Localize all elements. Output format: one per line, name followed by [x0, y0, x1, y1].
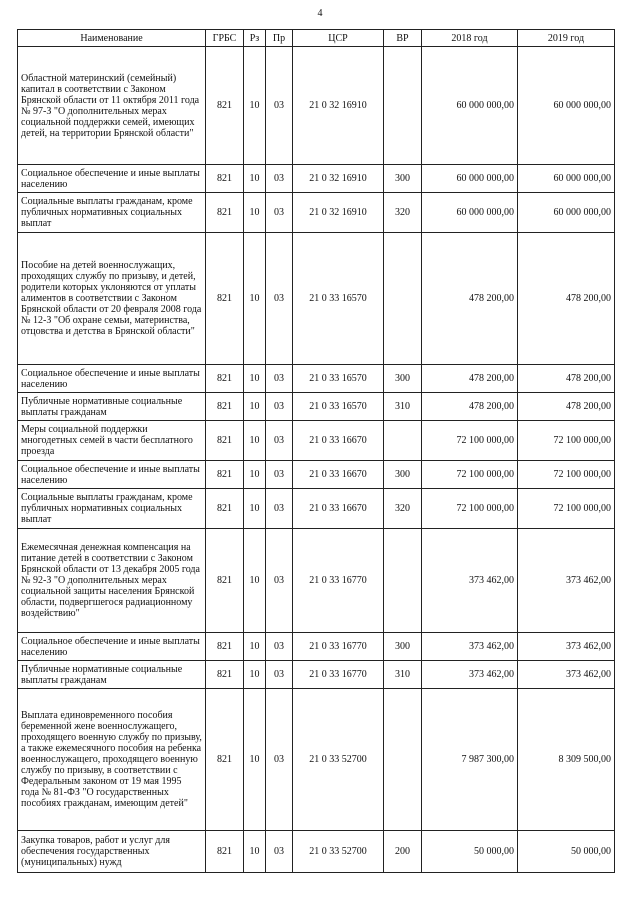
table-row — [18, 461, 615, 489]
cell-2018: 72 100 000,00 — [422, 461, 518, 489]
col-header-pr: Пр — [266, 30, 293, 47]
cell-2018: 478 200,00 — [422, 365, 518, 393]
cell-grbs: 821 — [206, 461, 244, 489]
cell-rz: 10 — [244, 233, 266, 365]
cell-2018: 72 100 000,00 — [422, 489, 518, 529]
cell-csr: 21 0 32 16910 — [293, 193, 384, 233]
cell-vr: 300 — [384, 461, 422, 489]
cell-pr: 03 — [266, 47, 293, 165]
table-row — [18, 365, 615, 393]
cell-2019: 478 200,00 — [518, 233, 615, 365]
cell-pr: 03 — [266, 165, 293, 193]
cell-vr: 310 — [384, 393, 422, 421]
cell-name: Социальное обеспечение и иные выплаты населению — [18, 365, 206, 393]
cell-2018: 373 462,00 — [422, 633, 518, 661]
cell-csr: 21 0 33 52700 — [293, 831, 384, 873]
cell-csr: 21 0 32 16910 — [293, 47, 384, 165]
cell-vr: 310 — [384, 661, 422, 689]
cell-pr: 03 — [266, 365, 293, 393]
cell-pr: 03 — [266, 393, 293, 421]
col-header-2018: 2018 год — [422, 30, 518, 47]
col-header-grbs: ГРБС — [206, 30, 244, 47]
budget-table — [17, 29, 615, 873]
cell-vr: 320 — [384, 193, 422, 233]
cell-name: Ежемесячная денежная компенсация на питание детей в соответствии с Законом Брянской области от 13 декабря 2005 года № 92-З "О дополнительных мерах социальной защиты населения Брянской области, подвергшегося радиационному воздействию" — [18, 529, 206, 633]
cell-vr — [384, 689, 422, 831]
table-row — [18, 233, 615, 365]
cell-rz: 10 — [244, 489, 266, 529]
col-header-2019: 2019 год — [518, 30, 615, 47]
cell-csr: 21 0 32 16910 — [293, 165, 384, 193]
cell-name: Выплата единовременного пособия беременной жене военнослужащего, проходящего военную службу по призыву, а также ежемесячного пособия на ребенка военнослужащего, проходящего военную службу по призыву, в соответствии с Федеральным законом от 19 мая 1995 года № 81-ФЗ "О государственных пособиях гражданам, имеющим детей" — [18, 689, 206, 831]
cell-2019: 60 000 000,00 — [518, 47, 615, 165]
table-row — [18, 529, 615, 633]
cell-2019: 373 462,00 — [518, 633, 615, 661]
cell-name: Социальные выплаты гражданам, кроме публичных нормативных социальных выплат — [18, 489, 206, 529]
cell-name: Пособие на детей военнослужащих, проходящих службу по призыву, и детей, родители которых уклоняются от уплаты алиментов в соответствии с Законом Брянской области от 20 февраля 2008 года № 12-З "Об охране семьи, материнства, отцовства и детства в Брянской области" — [18, 233, 206, 365]
cell-name: Областной материнский (семейный) капитал в соответствии с Законом Брянской области от 11 октября 2011 года № 97-З "О дополнительных мерах социальной поддержки семей, имеющих детей, на территории Брянской области" — [18, 47, 206, 165]
cell-grbs: 821 — [206, 393, 244, 421]
cell-2018: 478 200,00 — [422, 393, 518, 421]
cell-csr: 21 0 33 16770 — [293, 529, 384, 633]
cell-grbs: 821 — [206, 689, 244, 831]
cell-2019: 8 309 500,00 — [518, 689, 615, 831]
table-row — [18, 393, 615, 421]
cell-2018: 60 000 000,00 — [422, 47, 518, 165]
cell-2019: 60 000 000,00 — [518, 193, 615, 233]
cell-rz: 10 — [244, 661, 266, 689]
cell-vr: 200 — [384, 831, 422, 873]
cell-2019: 60 000 000,00 — [518, 165, 615, 193]
cell-vr: 300 — [384, 633, 422, 661]
cell-csr: 21 0 33 16570 — [293, 393, 384, 421]
cell-grbs: 821 — [206, 529, 244, 633]
col-header-rz: Рз — [244, 30, 266, 47]
cell-rz: 10 — [244, 393, 266, 421]
cell-2018: 60 000 000,00 — [422, 165, 518, 193]
cell-rz: 10 — [244, 47, 266, 165]
cell-name: Меры социальной поддержки многодетных семей в части бесплатного проезда — [18, 421, 206, 461]
cell-name: Социальное обеспечение и иные выплаты населению — [18, 165, 206, 193]
table-row — [18, 489, 615, 529]
cell-name: Публичные нормативные социальные выплаты гражданам — [18, 661, 206, 689]
cell-vr — [384, 233, 422, 365]
cell-2019: 373 462,00 — [518, 661, 615, 689]
cell-2018: 7 987 300,00 — [422, 689, 518, 831]
table-row — [18, 421, 615, 461]
cell-rz: 10 — [244, 529, 266, 633]
cell-2018: 72 100 000,00 — [422, 421, 518, 461]
cell-vr: 300 — [384, 365, 422, 393]
cell-vr — [384, 47, 422, 165]
cell-pr: 03 — [266, 831, 293, 873]
cell-grbs: 821 — [206, 47, 244, 165]
col-header-name: Наименование — [18, 30, 206, 47]
cell-2018: 373 462,00 — [422, 661, 518, 689]
table-row — [18, 633, 615, 661]
cell-name: Социальное обеспечение и иные выплаты населению — [18, 461, 206, 489]
cell-2019: 373 462,00 — [518, 529, 615, 633]
cell-csr: 21 0 33 52700 — [293, 689, 384, 831]
cell-rz: 10 — [244, 421, 266, 461]
cell-pr: 03 — [266, 233, 293, 365]
cell-grbs: 821 — [206, 489, 244, 529]
cell-pr: 03 — [266, 661, 293, 689]
cell-pr: 03 — [266, 489, 293, 529]
cell-vr — [384, 529, 422, 633]
table-row — [18, 661, 615, 689]
table-row — [18, 689, 615, 831]
cell-pr: 03 — [266, 529, 293, 633]
cell-rz: 10 — [244, 689, 266, 831]
cell-name: Закупка товаров, работ и услуг для обеспечения государственных (муниципальных) нужд — [18, 831, 206, 873]
page-number: 4 — [317, 8, 323, 19]
cell-pr: 03 — [266, 633, 293, 661]
cell-2018: 373 462,00 — [422, 529, 518, 633]
cell-rz: 10 — [244, 193, 266, 233]
cell-grbs: 821 — [206, 661, 244, 689]
col-header-csr: ЦСР — [293, 30, 384, 47]
cell-rz: 10 — [244, 831, 266, 873]
cell-vr: 320 — [384, 489, 422, 529]
cell-csr: 21 0 33 16770 — [293, 633, 384, 661]
cell-csr: 21 0 33 16670 — [293, 461, 384, 489]
cell-pr: 03 — [266, 421, 293, 461]
col-header-vr: ВР — [384, 30, 422, 47]
cell-pr: 03 — [266, 193, 293, 233]
table-row — [18, 193, 615, 233]
cell-vr — [384, 421, 422, 461]
cell-grbs: 821 — [206, 633, 244, 661]
cell-pr: 03 — [266, 461, 293, 489]
cell-rz: 10 — [244, 365, 266, 393]
cell-2018: 60 000 000,00 — [422, 193, 518, 233]
cell-grbs: 821 — [206, 233, 244, 365]
cell-2019: 72 100 000,00 — [518, 421, 615, 461]
cell-rz: 10 — [244, 165, 266, 193]
cell-name: Публичные нормативные социальные выплаты гражданам — [18, 393, 206, 421]
table-header-row — [18, 30, 615, 47]
cell-grbs: 821 — [206, 365, 244, 393]
cell-grbs: 821 — [206, 831, 244, 873]
table-row — [18, 831, 615, 873]
cell-csr: 21 0 33 16570 — [293, 233, 384, 365]
cell-pr: 03 — [266, 689, 293, 831]
cell-2019: 72 100 000,00 — [518, 461, 615, 489]
cell-2019: 72 100 000,00 — [518, 489, 615, 529]
cell-csr: 21 0 33 16670 — [293, 421, 384, 461]
cell-2018: 478 200,00 — [422, 233, 518, 365]
cell-csr: 21 0 33 16770 — [293, 661, 384, 689]
table-row — [18, 165, 615, 193]
cell-grbs: 821 — [206, 165, 244, 193]
cell-name: Социальные выплаты гражданам, кроме публичных нормативных социальных выплат — [18, 193, 206, 233]
cell-grbs: 821 — [206, 421, 244, 461]
cell-rz: 10 — [244, 461, 266, 489]
cell-csr: 21 0 33 16670 — [293, 489, 384, 529]
cell-grbs: 821 — [206, 193, 244, 233]
cell-vr: 300 — [384, 165, 422, 193]
cell-csr: 21 0 33 16570 — [293, 365, 384, 393]
table-row — [18, 47, 615, 165]
cell-2019: 478 200,00 — [518, 393, 615, 421]
cell-2019: 50 000,00 — [518, 831, 615, 873]
cell-2019: 478 200,00 — [518, 365, 615, 393]
cell-rz: 10 — [244, 633, 266, 661]
cell-name: Социальное обеспечение и иные выплаты населению — [18, 633, 206, 661]
cell-2018: 50 000,00 — [422, 831, 518, 873]
